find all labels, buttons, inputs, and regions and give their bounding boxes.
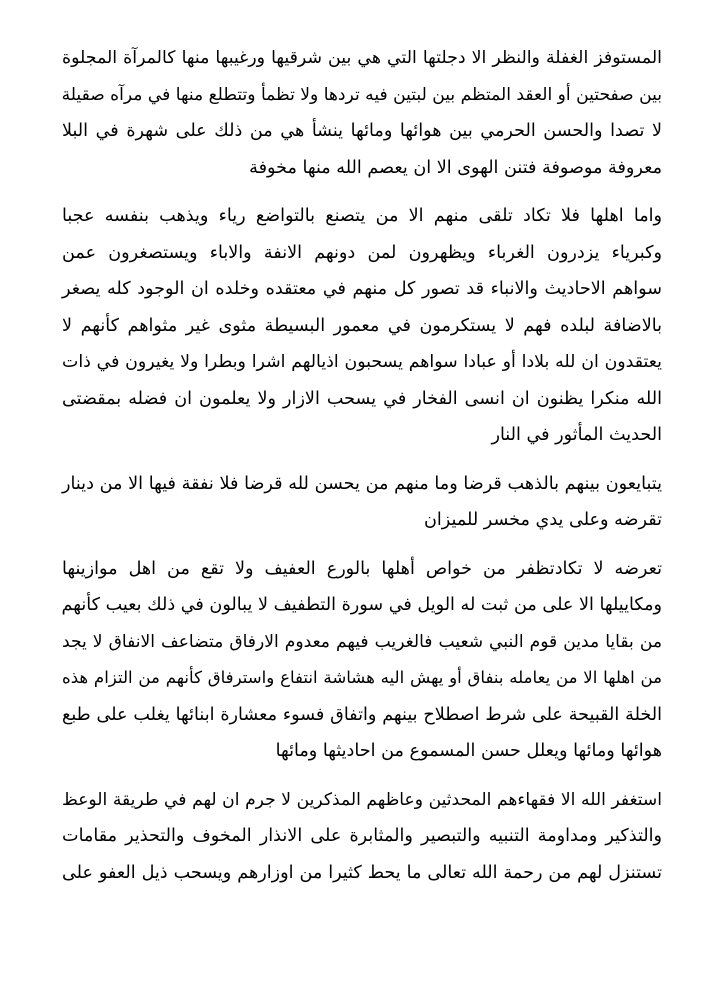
text-line: تستنزل لهم من رحمة الله تعالى ما يحط كثيرا من اوزارهم ويسحب ذيل العفو على xyxy=(62,862,662,883)
text-line: يعتقدون ان لله بلادا أو عبادا سواهم يسحبون اذيالهم اشرا وبطرا ولا يغيرون في ذات xyxy=(62,352,662,372)
text-line: واما اهلها فلا تكاد تلقى منهم الا من يتصنع بالتواضع رياء ويذهب بنفسه عجبا xyxy=(62,206,662,226)
text-line: وكبرياء يزدرون الغرباء ويظهرون لمن دونهم الانفة والاباء ويستصغرون عمن xyxy=(62,242,662,263)
text-line: من بقايا مدين قوم النبي شعيب فالغريب فيهم معدوم الارفاق متضاعف الانفاق لا يجد xyxy=(62,631,662,652)
paragraph-2 xyxy=(62,198,662,454)
text-line: هوائها ومائها ويعلل حسن المسموع من احاديثها ومائها xyxy=(275,741,662,761)
text-line: المستوفز الغفلة والنظر الا دجلتها التي هي بين شرقيها ورغيبها منها كالمرآة المجلوة xyxy=(62,48,662,68)
text-line: تقرضه وعلى يدي مخسر للميزان xyxy=(424,510,662,530)
paragraph-1 xyxy=(62,40,662,186)
text-line: بين صفحتين أو العقد المتظم بين لبتين فيه تردها ولا تظمأ وتتطلع منها في مرآه صقيلة xyxy=(61,84,662,105)
text-line: سواهم الاحاديث والانباء قد تصور كل منهم في معتقده وخلده ان الوجود كله يصغر xyxy=(62,279,662,299)
text-line: تعرضه لا تكادتظفر من خواص أهلها بالورع العفيف ولا تقع من اهل موازينها xyxy=(62,558,662,579)
document-page xyxy=(62,40,662,903)
text-line: الله منكرا يظنون ان انسى الفخار في يسحب الازار ولا يعلمون ان فضله بمقضتى xyxy=(62,388,662,409)
paragraph-5 xyxy=(62,782,662,892)
text-line: من اهلها الا من يعامله بنفاق أو يهش اليه هشاشة انتفاع واسترفاق كأنهم من التزام هذه xyxy=(62,668,662,687)
paragraph-3 xyxy=(62,466,662,539)
text-line: والتذكير ومداومة التنبيه والتبصير والمثابرة على الانذار المخوف والتحذير مقامات xyxy=(62,826,662,846)
text-line: الحديث المأثور في النار xyxy=(491,425,662,445)
text-line: بالاضافة لبلده فهم لا يستكرمون في معمور البسيطة مثوى غير مثواهم كأنهم لا xyxy=(62,315,662,336)
text-line: الخلة القبيحة على شرط اصطلاح بينهم واتفاق فسوء معشارة ابنائها يغلب على طبع xyxy=(62,704,662,725)
text-line: لا تصدا والحسن الحرمي بين هوائها ومائها ينشأ هي من ذلك على شهرة في البلا xyxy=(62,121,662,141)
text-line: يتبايعون بينهم بالذهب قرضا وما منهم من يحسن لله قرضا فلا نفقة فيها الا من دينار xyxy=(62,473,662,494)
text-line: استغفر الله الا فقهاءهم المحدثين وعاظهم المذكرين لا جرم ان لهم في طريقة الوعظ xyxy=(62,789,662,810)
text-line: معروفة موصوفة فتنن الهوى الا ان يعصم الله منها مخوفة xyxy=(249,157,662,178)
paragraph-4 xyxy=(62,551,662,770)
text-line: ومكاييلها الا على من ثبت له الويل في سورة التطفيف لا يبالون في ذلك بعيب كأنهم xyxy=(61,595,662,615)
